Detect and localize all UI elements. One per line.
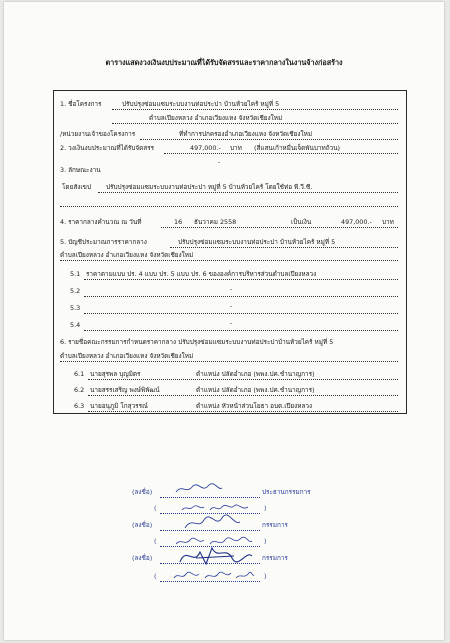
member-3-underline xyxy=(88,411,398,412)
item-4-amount: 497,000.- xyxy=(341,218,372,226)
item-5-2-dash: - xyxy=(230,286,233,293)
item-5-4-underline xyxy=(84,330,398,331)
sig-1-line xyxy=(160,497,260,498)
item-5-1-label: 5.1 xyxy=(70,270,81,278)
item-5-4-label: 5.4 xyxy=(70,321,81,329)
sig-3-label: (ลงชื่อ) xyxy=(132,554,153,562)
item-5-1-value: ราคาตามแบบ ปร. 4 แบบ ปร. 5 แบบ ปร. 6 ขององค์การบริหารส่วนตำบลเปียงหลวง xyxy=(86,270,317,278)
item-5-value-a: ปรับปรุงซ่อมแซมระบบงานท่อประปา บ้านห้วยไคร้ หมู่ที่ 5 xyxy=(178,238,336,246)
sig-1-label: (ลงชื่อ) xyxy=(132,488,153,496)
member-1-position: ตำแหน่ง ปลัดอำเภอ (พพง.ปค.ชำนาญการ) xyxy=(196,370,315,378)
item-5-underline-a xyxy=(170,247,398,248)
member-1-no: 6.1 xyxy=(74,370,85,378)
item-2-unit: บาท xyxy=(230,144,242,152)
item-2-amount: 497,000.- xyxy=(190,144,221,152)
item-4-underline xyxy=(161,227,398,228)
item-5-3-label: 5.3 xyxy=(70,304,81,312)
item-5-value-b: ตำบลเปียงหลวง อำเภอเวียงแหง จังหวัดเชียงใหม่ xyxy=(60,251,194,259)
member-1-name: นายสุรพล บุญมิตร xyxy=(90,370,141,378)
item-1-agency-underline xyxy=(140,139,398,140)
item-3-dash: - xyxy=(218,159,221,166)
item-6-label: 6. รายชื่อคณะกรรมการกำหนดราคากลาง ปรับปรุงซ่อมแซมระบบงานท่อประปาบ้านห้วยไคร้ หมู่ที่ 5 xyxy=(60,338,334,346)
sig-3-open-paren: ( xyxy=(154,572,157,580)
item-4-month-year: ธันวาคม 2558 xyxy=(194,218,237,226)
sig-1-open-paren: ( xyxy=(154,504,157,512)
sig-2-open-paren: ( xyxy=(154,537,157,545)
item-5-4-dash: - xyxy=(230,320,233,327)
member-2-position: ตำแหน่ง ปลัดอำเภอ (พพง.ปค.ชำนาญการ) xyxy=(196,386,315,394)
sig-2-title: กรรมการ xyxy=(262,521,288,529)
sig-1-close-paren: ) xyxy=(264,504,267,512)
member-2-no: 6.2 xyxy=(74,386,85,394)
item-1-underline-b xyxy=(112,123,398,124)
document-page xyxy=(4,2,444,640)
item-1-label: 1. ชื่อโครงการ xyxy=(60,100,102,108)
item-5-3-dash: - xyxy=(230,303,233,310)
member-2-name: นายสรรเสริญ พงษ์พิพัฒน์ xyxy=(90,386,160,394)
member-3-name: นายอนุภูมิ โกสุวรรณ์ xyxy=(90,402,148,410)
item-4-unit: บาท xyxy=(382,218,394,226)
item-1-agency-label: /หน่วยงานเจ้าของโครงการ xyxy=(60,130,136,138)
item-4-label: 4. ราคากลางคำนวณ ณ วันที่ xyxy=(60,218,142,226)
signature-3-name-handwriting xyxy=(172,569,256,583)
item-4-day: 16 xyxy=(174,218,183,226)
item-3-underline-a xyxy=(98,192,398,193)
item-3-underline-b xyxy=(60,206,398,207)
signature-1-scribble xyxy=(174,482,224,496)
member-2-underline xyxy=(88,395,398,396)
signature-2-scribble xyxy=(182,514,242,532)
item-4-amount-label: เป็นเงิน xyxy=(291,218,312,226)
member-3-position: ตำแหน่ง หัวหน้าส่วนโยธา อบต.เปียงหลวง xyxy=(196,402,313,410)
item-2-words: (สี่แสนเก้าหมื่นเจ็ดพันบาทถ้วน) xyxy=(254,144,341,152)
item-3-sub-label: โดยสังเขป xyxy=(62,183,91,191)
sig-2-label: (ลงชื่อ) xyxy=(132,521,153,529)
item-6-underline-b xyxy=(60,361,398,362)
item-1-value-a: ปรับปรุงซ่อมแซมระบบงานท่อประปา บ้านห้วยไคร้ หมู่ที่ 5 xyxy=(122,100,280,108)
member-1-underline xyxy=(88,379,398,380)
signature-3-scribble xyxy=(176,542,256,568)
member-3-no: 6.3 xyxy=(74,402,85,410)
item-5-underline-b xyxy=(60,260,398,261)
item-1-value-b: ตำบลเปียงหลวง อำเภอเวียงแหง จังหวัดเชียงใหม่ xyxy=(149,114,283,122)
item-5-label: 5. บัญชีประมาณการราคากลาง xyxy=(60,238,147,246)
signature-1-name-handwriting xyxy=(180,502,250,514)
item-6-value-b: ตำบลเปียงหลวง อำเภอเวียงแหง จังหวัดเชียงใหม่ xyxy=(60,352,194,360)
item-5-1-underline xyxy=(84,279,398,280)
document-title: ตารางแสดงวงเงินงบประมาณที่ได้รับจัดสรรและราคากลางในงานจ้างก่อสร้าง xyxy=(105,58,343,67)
item-5-3-underline xyxy=(84,313,398,314)
item-5-2-label: 5.2 xyxy=(70,287,81,295)
item-1-agency-value: ที่ทำการปกครองอำเภอเวียงแหง จังหวัดเชียงใหม่ xyxy=(179,130,313,138)
item-3-value: ปรับปรุงซ่อมแซมระบบงานท่อประปา หมู่ที่ 5 บ้านห้วยไคร้ โดยใช้ท่อ พี.วี.ซี. xyxy=(106,183,313,191)
item-2-label: 2. วงเงินงบประมาณที่ได้รับจัดสรร xyxy=(60,144,155,152)
item-3-label: 3. ลักษณะงาน xyxy=(60,166,101,174)
item-1-underline-a xyxy=(112,109,398,110)
item-5-2-underline xyxy=(84,296,398,297)
item-2-underline xyxy=(164,153,398,154)
sig-1-title: ประธานกรรมการ xyxy=(262,488,311,496)
sig-3-title: กรรมการ xyxy=(262,554,288,562)
sig-2-close-paren: ) xyxy=(264,537,267,545)
sig-3-close-paren: ) xyxy=(264,572,267,580)
